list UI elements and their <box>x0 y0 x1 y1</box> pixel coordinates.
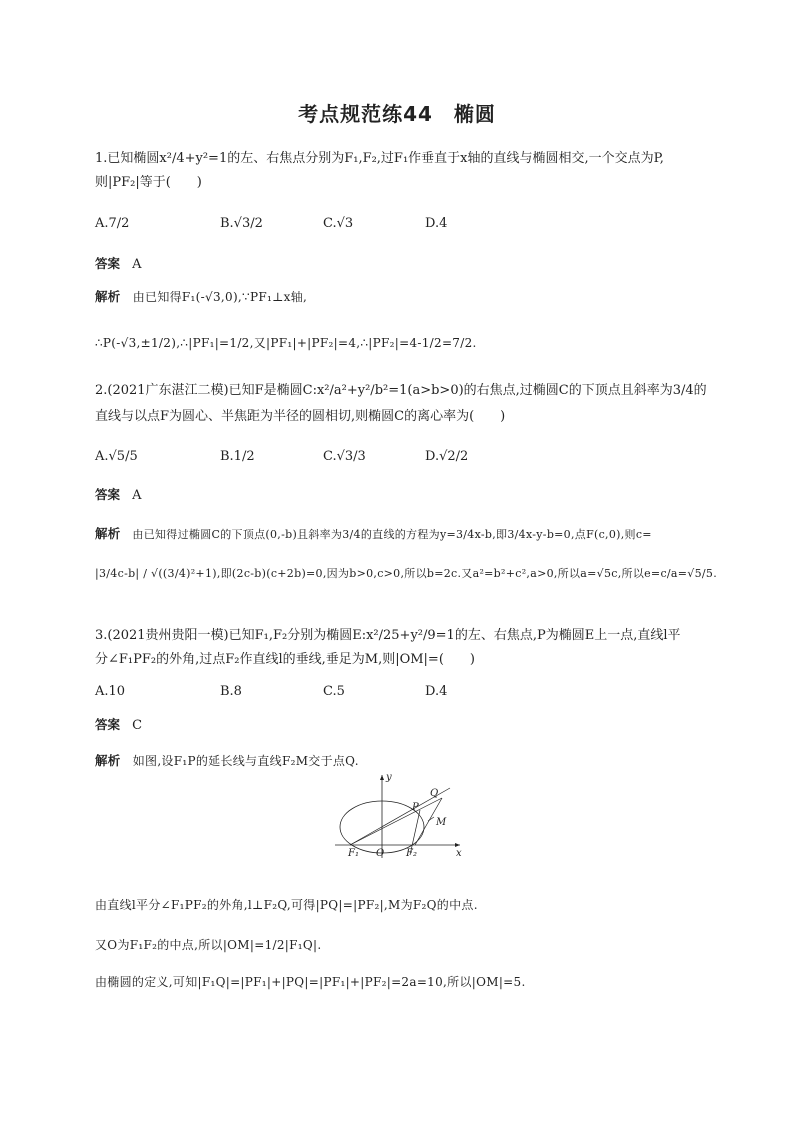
answer-label: 答案 <box>95 487 121 502</box>
q3-option-a: A.10 <box>95 684 126 699</box>
question-3-stem-line-1: 3.(2021贵州贵阳一模)已知F₁,F₂分别为椭圆E:x²/25+y²/9=1的左、右焦点,P为椭圆E上一点,直线l平 <box>95 628 681 643</box>
y-axis-arrow <box>380 775 384 780</box>
answer-label: 答案 <box>95 717 121 732</box>
q3-analysis-text-1: 如图,设F₁P的延长线与直线F₂M交于点Q. <box>132 754 359 768</box>
q2-option-d: D.√2/2 <box>425 449 469 464</box>
question-2-stem-line-1: 2.(2021广东湛江二模)已知F是椭圆C:x²/a²+y²/b²=1(a>b>0)的右焦点,过椭圆C的下顶点且斜率为3/4的 <box>95 383 707 398</box>
ellipse-figure <box>330 770 470 860</box>
answer-label: 答案 <box>95 256 121 271</box>
q2-option-a: A.√5/5 <box>95 449 138 464</box>
q2-option-c: C.√3/3 <box>323 449 366 464</box>
q1-analysis-row-1 <box>95 288 307 306</box>
question-3-stem-line-2: 分∠F₁PF₂的外角,过点F₂作直线l的垂线,垂足为M,则|OM|=( ) <box>95 652 475 667</box>
label-q: Q <box>430 788 439 799</box>
label-x: x <box>456 848 462 859</box>
answer-value: A <box>132 257 142 272</box>
q1-analysis-text-2: ∴P(-√3,±1/2),∴|PF₁|=1/2,又|PF₁|+|PF₂|=4,∴|PF₂|=4-1/2=7/2. <box>95 336 477 350</box>
label-p: P <box>412 802 419 813</box>
q3-option-c: C.5 <box>323 684 345 699</box>
q2-option-b: B.1/2 <box>220 449 255 464</box>
q1-answer-row <box>95 255 142 274</box>
q2-answer-row <box>95 486 142 505</box>
q3-option-d: D.4 <box>425 684 448 699</box>
answer-value: A <box>132 488 142 503</box>
question-1-stem-line-1: 1.已知椭圆x²/4+y²=1的左、右焦点分别为F₁,F₂,过F₁作垂直于x轴的直线与椭圆相交,一个交点为P, <box>95 151 664 166</box>
q3-analysis-text-3: 又O为F₁F₂的中点,所以|OM|=1/2|F₁Q|. <box>95 938 322 952</box>
q2-analysis-text-1: 由已知得过椭圆C的下顶点(0,-b)且斜率为3/4的直线的方程为y=3/4x-b,即3/4x-y-b=0,点F(c,0),则c= <box>132 528 652 541</box>
q3-option-b: B.8 <box>220 684 242 699</box>
label-m: M <box>436 817 447 828</box>
x-axis-arrow <box>455 843 460 847</box>
q2-analysis-row-1 <box>95 525 652 544</box>
question-1-stem-line-2: 则|PF₂|等于( ) <box>95 175 202 190</box>
analysis-label: 解析 <box>95 753 121 768</box>
label-f1: F₁ <box>348 848 359 859</box>
analysis-label: 解析 <box>95 526 121 541</box>
label-o: O <box>376 848 385 859</box>
label-y: y <box>386 772 392 783</box>
label-f2: F₂ <box>406 848 417 859</box>
q3-analysis-row-1 <box>95 752 359 770</box>
q1-option-c: C.√3 <box>323 216 354 231</box>
q1-option-d: D.4 <box>425 216 448 231</box>
q3-answer-row <box>95 716 142 735</box>
q1-option-b: B.√3/2 <box>220 216 263 231</box>
q3-analysis-text-4: 由椭圆的定义,可知|F₁Q|=|PF₁|+|PQ|=|PF₁|+|PF₂|=2a=10,所以|OM|=5. <box>95 975 526 989</box>
analysis-label: 解析 <box>95 289 121 304</box>
page-title: 考点规范练44 椭圆 <box>298 102 496 126</box>
q3-analysis-text-2: 由直线l平分∠F₁PF₂的外角,l⊥F₂Q,可得|PQ|=|PF₂|,M为F₂Q的中点. <box>95 898 478 912</box>
q1-analysis-text-1: 由已知得F₁(-√3,0),∵PF₁⊥x轴, <box>132 290 308 304</box>
q2-analysis-text-2: |3/4c-b| / √((3/4)²+1),即(2c-b)(c+2b)=0,因为b>0,c>0,所以b=2c.又a²=b²+c²,a>0,所以a=√5c,所以e=c/a=√5/5. <box>95 567 717 580</box>
question-2-stem-line-2: 直线与以点F为圆心、半焦距为半径的圆相切,则椭圆C的离心率为( ) <box>95 409 506 424</box>
answer-value: C <box>132 718 143 733</box>
q1-option-a: A.7/2 <box>95 216 130 231</box>
